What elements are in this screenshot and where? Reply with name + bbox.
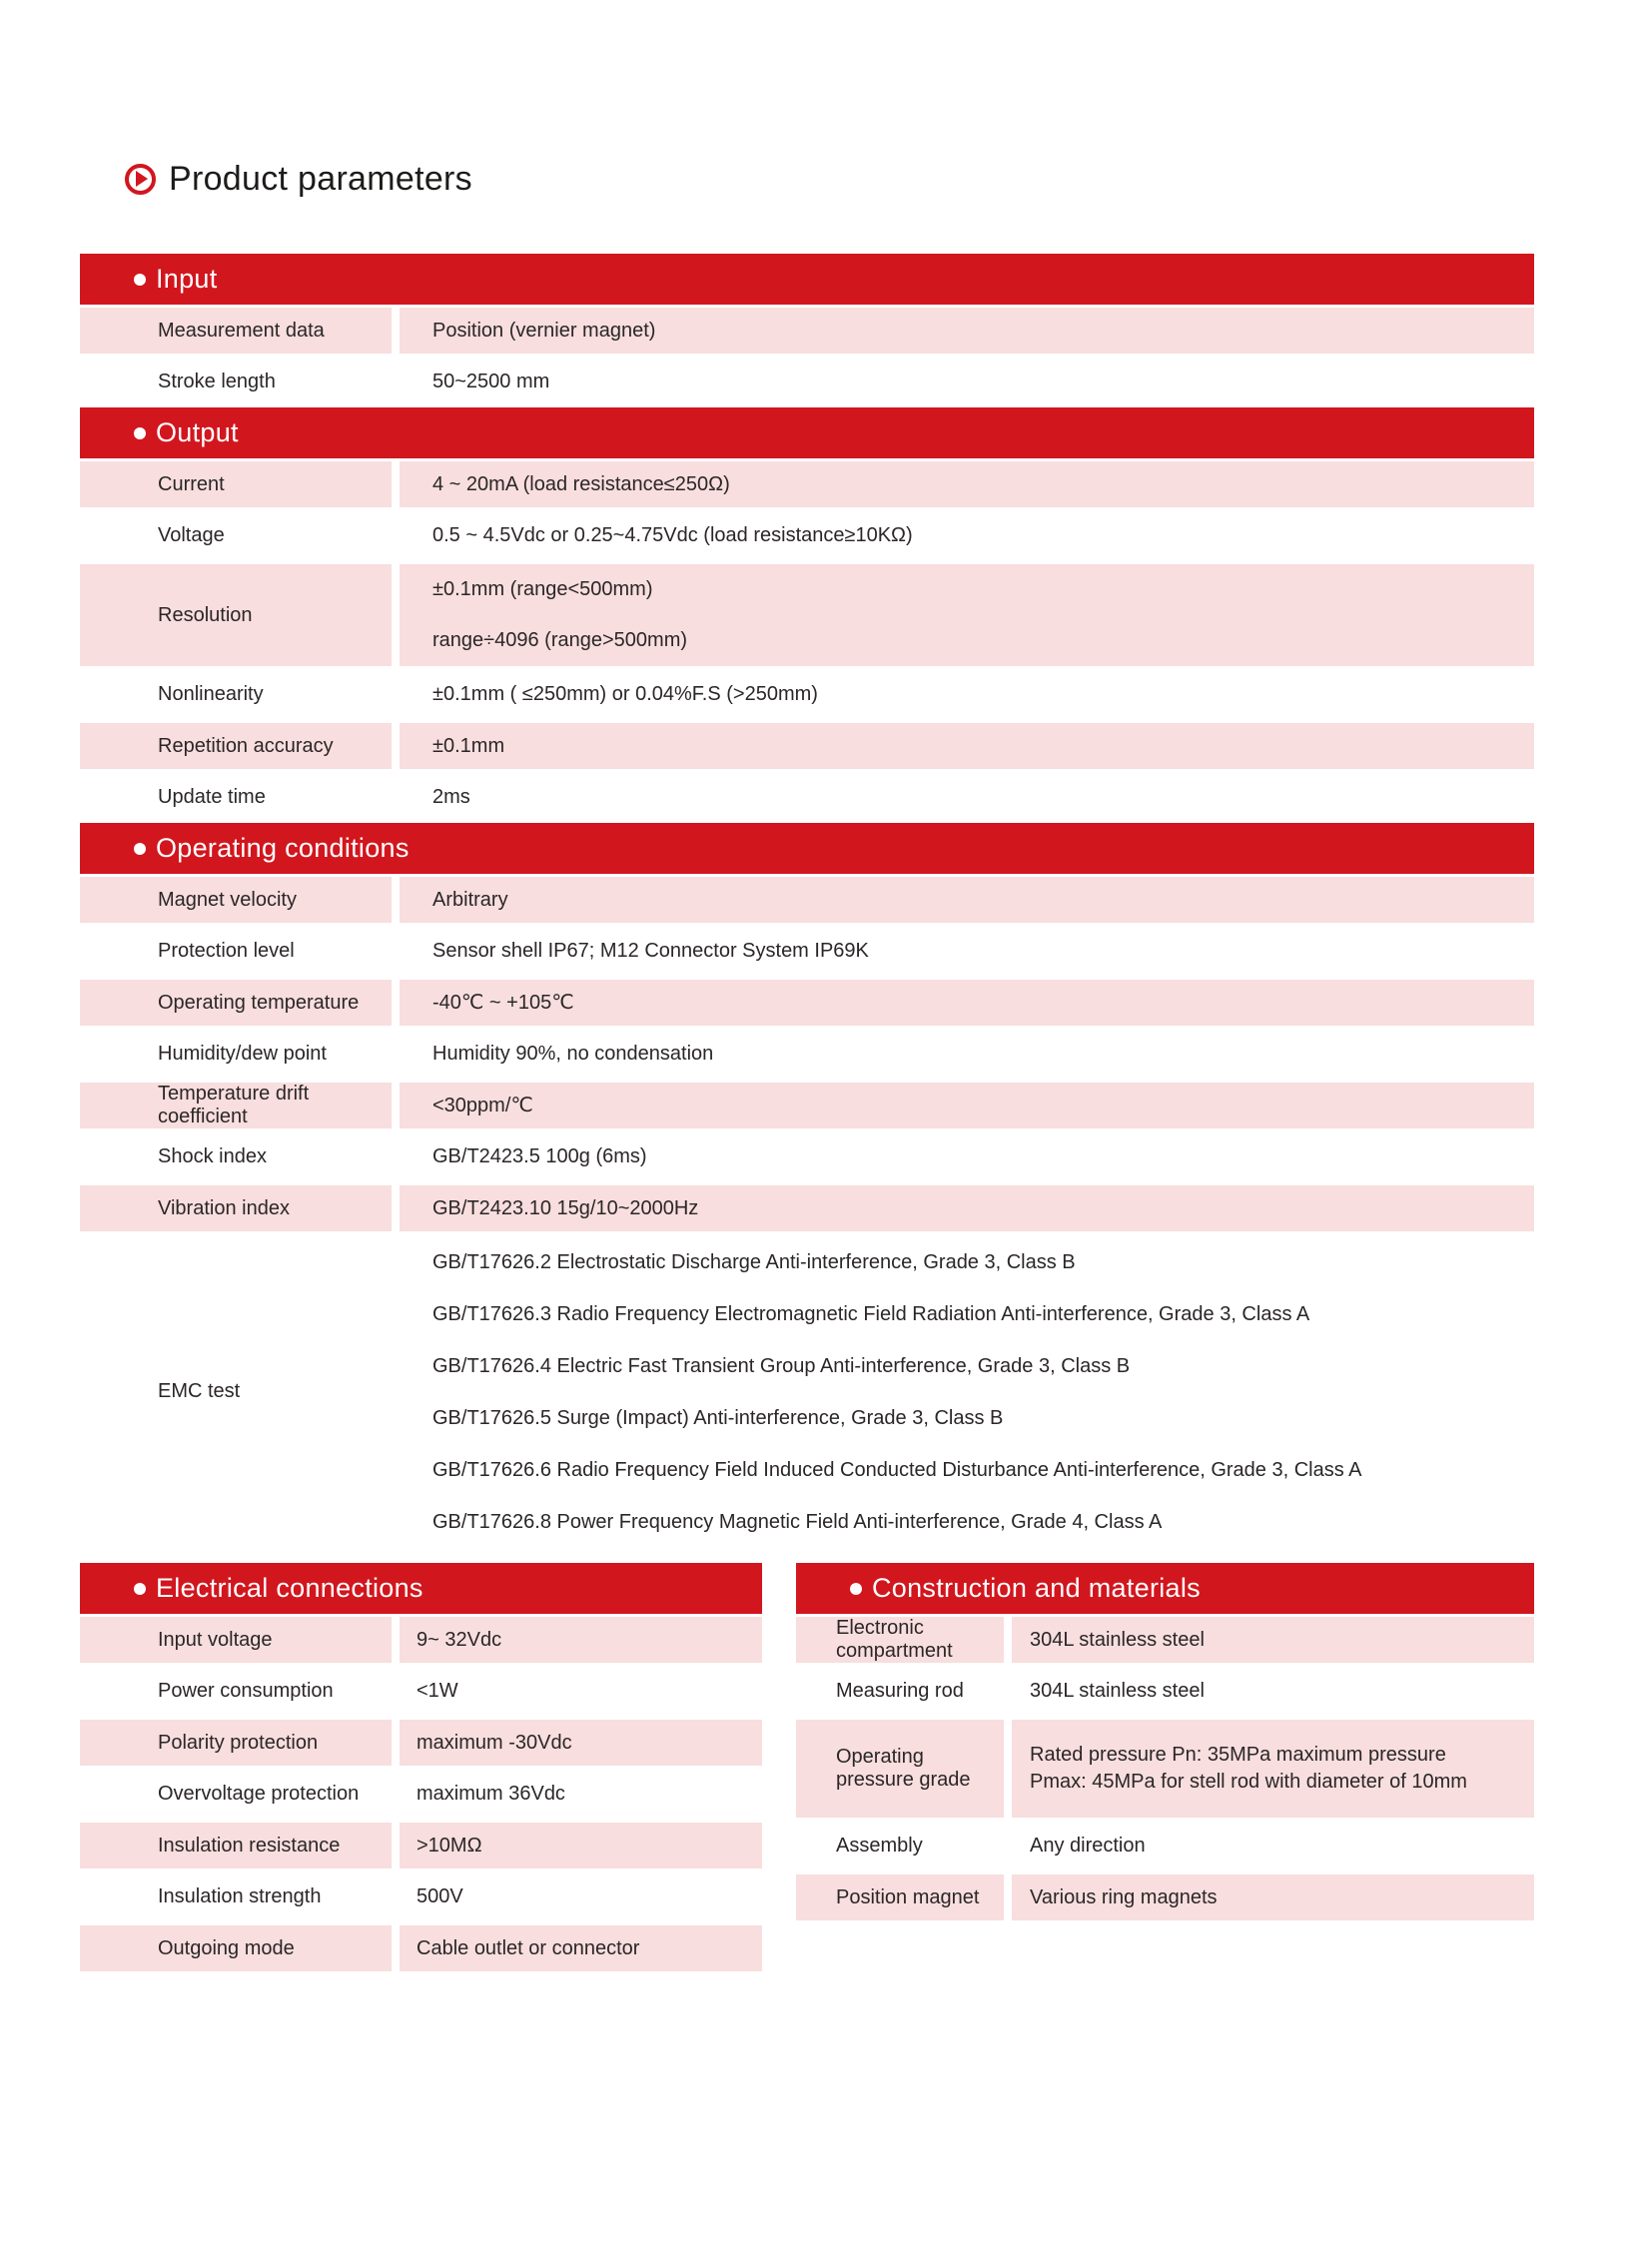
- row-label: Resolution: [80, 564, 392, 666]
- table-row: [80, 564, 1534, 666]
- row-value-line: GB/T17626.2 Electrostatic Discharge Anti-interference, Grade 3, Class B: [432, 1250, 1076, 1273]
- table-row: [796, 1720, 1534, 1818]
- row-value-line: ±0.1mm (range<500mm): [432, 578, 653, 600]
- row-value: 0.5 ~ 4.5Vdc or 0.25~4.75Vdc (load resistance≥10KΩ): [432, 524, 913, 546]
- dot-icon: [850, 1583, 862, 1595]
- row-value: Any direction: [1030, 1835, 1146, 1857]
- row-value: 4 ~ 20mA (load resistance≤250Ω): [400, 461, 1534, 507]
- row-value-line: range÷4096 (range>500mm): [432, 629, 688, 651]
- section-bar-electrical-connections: [80, 1563, 762, 1614]
- row-label: Insulation resistance: [80, 1823, 392, 1868]
- row-value: [400, 1234, 1534, 1549]
- row-value: GB/T2423.5 100g (6ms): [432, 1145, 647, 1167]
- row-value: [1012, 1720, 1534, 1818]
- row-label: Insulation strength: [158, 1885, 322, 1907]
- section-bar-operating-conditions: [80, 823, 1534, 874]
- row-label: Nonlinearity: [158, 683, 264, 705]
- row-value: Various ring magnets: [1012, 1874, 1534, 1920]
- dot-icon: [134, 843, 146, 855]
- table-row: [80, 772, 1534, 823]
- table-row: [80, 723, 1534, 769]
- section-title-output: Output: [156, 417, 239, 447]
- dot-icon: [134, 427, 146, 439]
- table-row: [80, 1083, 1534, 1128]
- spec-table-main: [80, 254, 1534, 1549]
- row-value: Arbitrary: [400, 877, 1534, 923]
- table-row: [80, 1185, 1534, 1231]
- page-header: [125, 158, 1652, 200]
- table-row: [80, 1131, 1534, 1182]
- row-label: Outgoing mode: [80, 1925, 392, 1971]
- row-value: 50~2500 mm: [432, 371, 550, 392]
- row-value: [400, 564, 1534, 666]
- table-row: [80, 461, 1534, 507]
- row-value: >10MΩ: [400, 1823, 762, 1868]
- row-label: Repetition accuracy: [80, 723, 392, 769]
- table-row: [80, 1720, 762, 1766]
- row-label: Current: [80, 461, 392, 507]
- row-value: Humidity 90%, no condensation: [432, 1043, 714, 1065]
- row-value: -40℃ ~ +105℃: [400, 980, 1534, 1026]
- spec-table-electrical-connections: [80, 1563, 762, 1974]
- row-label: Shock index: [158, 1145, 267, 1167]
- play-circle-icon: [125, 164, 156, 195]
- row-value-line: GB/T17626.5 Surge (Impact) Anti-interference, Grade 3, Class B: [432, 1406, 1004, 1429]
- row-label: Stroke length: [158, 371, 276, 392]
- page-title: Product parameters: [169, 159, 472, 198]
- row-label: Overvoltage protection: [158, 1783, 360, 1805]
- row-label: Power consumption: [158, 1680, 334, 1702]
- row-value-line: GB/T17626.8 Power Frequency Magnetic Field Anti-interference, Grade 4, Class A: [432, 1510, 1163, 1533]
- section-bar-input: [80, 254, 1534, 305]
- row-label: Operating temperature: [80, 980, 392, 1026]
- row-value-line: GB/T17626.4 Electric Fast Transient Group Anti-interference, Grade 3, Class B: [432, 1354, 1131, 1377]
- bottom-tables: [80, 1563, 1534, 1974]
- row-value: maximum -30Vdc: [400, 1720, 762, 1766]
- row-value: Position (vernier magnet): [400, 308, 1534, 354]
- table-row: [80, 1029, 1534, 1080]
- table-row: [796, 1666, 1534, 1717]
- row-label: Operating pressure grade: [796, 1720, 1004, 1818]
- table-row: [80, 1666, 762, 1717]
- section-bar-construction-materials: [796, 1563, 1534, 1614]
- row-label: Protection level: [158, 940, 295, 962]
- row-label: Measuring rod: [836, 1680, 964, 1702]
- table-row: [80, 1234, 1534, 1549]
- row-value: 500V: [416, 1885, 463, 1907]
- section-bar-output: [80, 407, 1534, 458]
- table-row: [796, 1874, 1534, 1920]
- table-row: [80, 1617, 762, 1663]
- row-label: Input voltage: [80, 1617, 392, 1663]
- table-row: [796, 1617, 1534, 1663]
- table-row: [80, 510, 1534, 561]
- row-label: Update time: [158, 786, 266, 808]
- row-value-line: Pmax: 45MPa for stell rod with diameter of 10mm: [1030, 1771, 1467, 1793]
- section-title-construction-materials: Construction and materials: [872, 1573, 1201, 1603]
- row-label: Polarity protection: [80, 1720, 392, 1766]
- row-value: 304L stainless steel: [1030, 1680, 1205, 1702]
- section-title-input: Input: [156, 264, 218, 294]
- table-row: [80, 1769, 762, 1820]
- row-value: 2ms: [432, 786, 470, 808]
- row-value: Sensor shell IP67; M12 Connector System IP69K: [432, 940, 869, 962]
- section-title-electrical-connections: Electrical connections: [156, 1573, 423, 1603]
- row-label: Measurement data: [80, 308, 392, 354]
- table-row: [80, 1925, 762, 1971]
- table-row: [80, 1871, 762, 1922]
- row-label: Temperature drift coefficient: [80, 1083, 392, 1128]
- table-row: [796, 1821, 1534, 1871]
- row-value: <1W: [416, 1680, 458, 1702]
- table-row: [80, 926, 1534, 977]
- row-value: ±0.1mm ( ≤250mm) or 0.04%F.S (>250mm): [432, 683, 818, 705]
- row-label: Vibration index: [80, 1185, 392, 1231]
- spec-table-construction-materials: [796, 1563, 1534, 1974]
- table-row: [80, 308, 1534, 354]
- table-row: [80, 877, 1534, 923]
- dot-icon: [134, 274, 146, 286]
- row-value: <30ppm/℃: [400, 1083, 1534, 1128]
- row-value: maximum 36Vdc: [416, 1783, 565, 1805]
- row-label: EMC test: [158, 1380, 241, 1402]
- row-label: Electronic compartment: [796, 1617, 1004, 1663]
- row-value-line: GB/T17626.6 Radio Frequency Field Induced Conducted Disturbance Anti-interference, Grade 3, Class A: [432, 1458, 1362, 1481]
- row-label: Magnet velocity: [80, 877, 392, 923]
- table-row: [80, 357, 1534, 407]
- row-value: GB/T2423.10 15g/10~2000Hz: [400, 1185, 1534, 1231]
- section-title-operating-conditions: Operating conditions: [156, 833, 410, 863]
- row-label: Voltage: [158, 524, 225, 546]
- row-value: 9~ 32Vdc: [400, 1617, 762, 1663]
- row-value: ±0.1mm: [400, 723, 1534, 769]
- row-value-line: Rated pressure Pn: 35MPa maximum pressure: [1030, 1744, 1446, 1766]
- dot-icon: [134, 1583, 146, 1595]
- row-value-line: GB/T17626.3 Radio Frequency Electromagnetic Field Radiation Anti-interference, Grade 3, Class A: [432, 1302, 1310, 1325]
- row-value: 304L stainless steel: [1012, 1617, 1534, 1663]
- row-value: Cable outlet or connector: [400, 1925, 762, 1971]
- row-label: Position magnet: [796, 1874, 1004, 1920]
- table-row: [80, 669, 1534, 720]
- row-label: Humidity/dew point: [158, 1043, 327, 1065]
- table-row: [80, 1823, 762, 1868]
- table-row: [80, 980, 1534, 1026]
- row-label: Assembly: [836, 1835, 923, 1857]
